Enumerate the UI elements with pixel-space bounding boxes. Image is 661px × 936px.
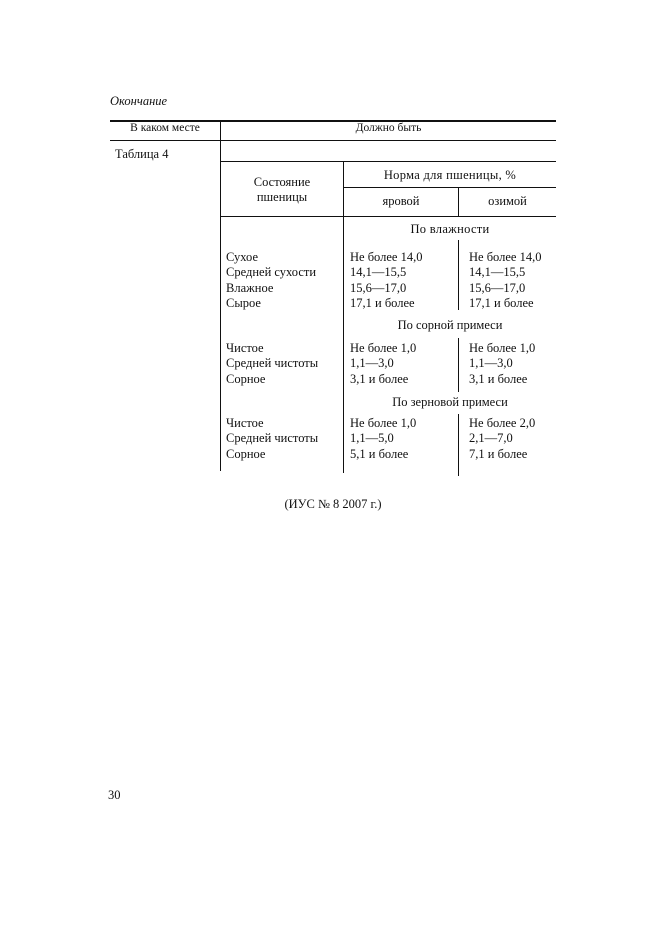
section-spring [350, 416, 416, 462]
section-spring [350, 250, 422, 312]
value: 2,1—7,0 [469, 431, 513, 446]
value: 1,1—3,0 [350, 356, 394, 371]
footnote: (ИУС № 8 2007 г.) [284, 497, 382, 511]
value: Не более 2,0 [469, 416, 536, 430]
section-divider [458, 414, 459, 476]
value: 1,1—5,0 [350, 431, 394, 446]
state: Средней чистоты [226, 431, 319, 446]
value: 14,1—15,5 [350, 265, 407, 280]
state: Средней сухости [226, 265, 317, 280]
section-winter [469, 341, 535, 387]
column-divider [220, 121, 221, 471]
value: 1,1—3,0 [469, 356, 513, 371]
value: 7,1 и более [469, 446, 528, 461]
state-header-line: пшеницы [256, 190, 308, 204]
page-number: 30 [108, 788, 121, 802]
inner-table-top [220, 161, 556, 162]
value: Не более 14,0 [469, 250, 542, 264]
state: Сырое [226, 296, 261, 311]
value: Не более 1,0 [350, 341, 417, 355]
section-divider [458, 240, 459, 310]
section-spring [350, 341, 416, 387]
norm-header: Норма для пшеницы, % [383, 168, 517, 182]
state: Чистое [226, 416, 264, 430]
subheader-spring: яровой [382, 194, 420, 208]
subheader-winter: озимой [488, 194, 527, 208]
norm-rule [343, 187, 556, 188]
state-header-line: Состояние [253, 175, 311, 189]
section-states [226, 341, 318, 387]
value: Не более 14,0 [350, 250, 423, 264]
state-header [221, 175, 343, 205]
value: 15,6—17,0 [469, 280, 526, 295]
section-title: По зерновой примеси [392, 395, 508, 409]
section-winter [469, 250, 541, 312]
section-title: По влажности [410, 222, 490, 236]
state: Сорное [226, 446, 266, 461]
state: Сухое [226, 250, 259, 264]
section-title: По сорной примеси [397, 318, 503, 332]
value: 14,1—15,5 [469, 265, 526, 280]
value: 17,1 и более [469, 296, 534, 311]
value: 3,1 и более [350, 371, 409, 386]
value: 15,6—17,0 [350, 280, 407, 295]
section-winter [469, 416, 535, 462]
value: Не более 1,0 [350, 416, 417, 430]
section-divider [458, 338, 459, 392]
state: Чистое [226, 341, 264, 355]
header-col1: В каком месте [130, 122, 200, 134]
state: Влажное [226, 280, 274, 295]
value: 3,1 и более [469, 371, 528, 386]
value: Не более 1,0 [469, 341, 536, 355]
state: Сорное [226, 371, 266, 386]
continuation-label: Окончание [110, 94, 168, 108]
value: 17,1 и более [350, 296, 415, 311]
header-col2: Должно быть [355, 122, 422, 134]
section-states [226, 416, 318, 462]
header-rule [110, 140, 556, 141]
section-states [226, 250, 316, 312]
value: 5,1 и более [350, 446, 409, 461]
state: Средней чистоты [226, 356, 319, 371]
inner-header-rule [220, 216, 556, 217]
row-label: Таблица 4 [115, 147, 169, 161]
